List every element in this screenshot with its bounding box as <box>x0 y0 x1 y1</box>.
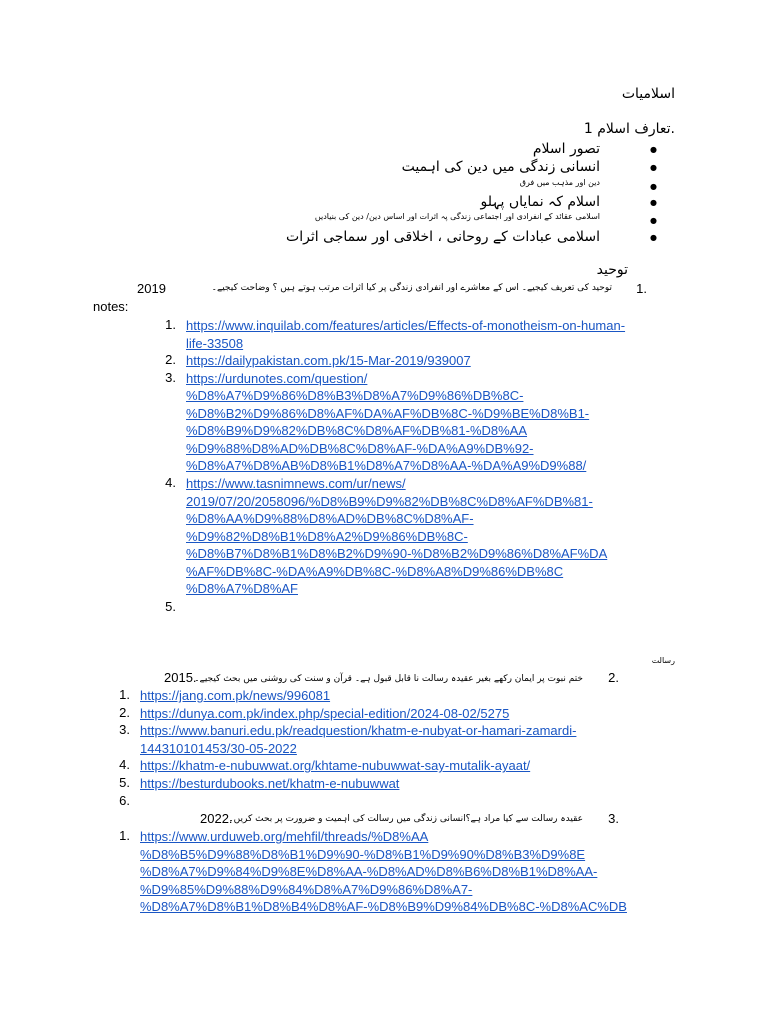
question3-link-link-line[interactable]: %D8%A7%D9%84%D9%8E%D8%AA-%D8%AD%D8%B6%D8%B1%D8%AA- <box>140 864 598 879</box>
risalat-link-link-line[interactable]: https://besturdubooks.net/khatm-e-nubuwwat <box>140 776 400 791</box>
risalat-link-item[interactable] <box>140 687 330 705</box>
tawheed-link-link-line[interactable]: https://www.inquilab.com/features/articles/Effects-of-monotheism-on-human- <box>186 318 626 333</box>
tawheed-link-link-line[interactable]: %D8%AA%D9%88%D8%AD%DB%8C%D8%AF- <box>186 511 474 527</box>
risalat-link-item[interactable] <box>140 722 576 757</box>
risalat-link-item[interactable] <box>140 705 509 723</box>
section1-bullet-text: تصور اسلام <box>532 141 600 157</box>
question3-link-link-line[interactable]: %D8%B5%D9%88%D8%B1%D9%90-%D8%B1%D9%90%D8%B3%D9%8E <box>140 846 586 862</box>
tawheed-link-number: 2. <box>165 352 176 368</box>
tawheed-question-text: توحید کی تعریف کیجیے۔ اس کے معاشرے اور انفرادی زندگی پر کیا اثرات مرتب ہوتے ہیں ؟ وضاحت کیجیے۔ <box>211 283 612 293</box>
risalat-question-text: ختم نبوت پر ایمان رکھے بغیر عقیدہ رسالت نا قابل قبول ہے۔ قرآن و سنت کی روشنی میں بحث کیجیے۔ <box>194 674 583 684</box>
tawheed-link-link-line[interactable]: %D8%A7%D8%AF <box>186 581 298 597</box>
question3-text: عقیدہ رسالت سے کیا مراد ہے؟انسانی زندگی میں رسالت کی اہمیت و ضرورت پر بحث کریں۔ <box>228 814 583 824</box>
risalat-link-number: 6. <box>119 792 130 808</box>
notes-label: notes: <box>93 299 129 314</box>
tawheed-link-link-line[interactable]: %D8%B9%D9%82%DB%8C%D8%AF%DB%81-%D8%AA <box>186 423 528 439</box>
risalat-link-number: 5. <box>119 775 130 790</box>
section1-bullet-text: اسلام کہ نمایاں پہلو <box>480 194 600 210</box>
tawheed-link-link-line[interactable]: 2019/07/20/2058096/%D8%B9%D9%82%DB%8C%D8%AF%DB%81- <box>186 493 593 509</box>
section1-bullet-text: اسلامی عبادات کے روحانی ، اخلاقی اور سماجی اثرات <box>286 229 600 245</box>
risalat-link-link-line[interactable]: https://www.banuri.edu.pk/readquestion/khatm-e-nubyat-or-hamari-zamardi- <box>140 723 577 739</box>
tawheed-link-item[interactable] <box>186 317 625 352</box>
risalat-link-link-line[interactable]: https://dunya.com.pk/index.php/special-edition/2024-08-02/5275 <box>140 705 510 721</box>
tawheed-link-link-line[interactable]: %D9%82%D8%B1%D8%A2%D9%86%DB%8C- <box>186 528 468 544</box>
risalat-link-link-line[interactable]: https://khatm-e-nubuwwat.org/khtame-nubuwwat-say-mutalik-ayaat/ <box>140 758 531 774</box>
tawheed-link-link-line[interactable]: %D8%B2%D9%86%D8%AF%DA%AF%DB%8C-%D9%BE%D8%B1- <box>186 405 590 421</box>
question3-year: 2022. <box>200 811 233 826</box>
document-title: اسلامیات <box>621 86 675 102</box>
tawheed-link-link-line[interactable]: %D8%A7%D8%AB%D8%B1%D8%A7%D8%AA-%DA%A9%D9%88/ <box>186 458 587 474</box>
section1-bullet-text: دین اور مذہب میں فرق <box>519 178 600 187</box>
tawheed-link-number: 3. <box>165 369 176 385</box>
question3-link-item[interactable] <box>140 828 627 916</box>
question3-number: 3. <box>608 811 619 826</box>
tawheed-link-link-line[interactable]: life-33508 <box>186 335 244 351</box>
tawheed-link-number: 1. <box>165 317 176 332</box>
risalat-link-number: 4. <box>119 757 130 773</box>
bullet-dot-icon: ● <box>650 163 657 172</box>
tawheed-link-link-line[interactable]: %D8%B7%D8%B1%D8%B2%D9%90-%D8%B2%D9%86%D8%AF%DA <box>186 546 608 562</box>
section1-heading-text: تعارف اسلام <box>597 121 671 137</box>
risalat-link-number: 2. <box>119 704 130 720</box>
section1-heading <box>584 121 675 137</box>
tawheed-link-item[interactable] <box>186 370 589 475</box>
tawheed-question-year: 2019 <box>137 281 166 296</box>
bullet-dot-icon: ● <box>650 182 657 191</box>
risalat-link-link-line[interactable]: https://jang.com.pk/news/996081 <box>140 688 331 703</box>
tawheed-link-link-line[interactable]: %D8%A7%D9%86%D8%B3%D8%A7%D9%86%DB%8C- <box>186 388 524 404</box>
tawheed-heading: توحید <box>596 262 628 278</box>
section1-bullet-text: اسلامی عقائد کے انفرادی اور اجتماعی زندگی پہ اثرات اور اساس دین/ دین کی بنیادیں <box>314 212 600 221</box>
tawheed-link-link-line[interactable]: %AF%DB%8C-%DA%A9%DB%8C-%D8%A8%D9%86%DB%8C <box>186 563 564 579</box>
question3-link-link-line[interactable]: https://www.urduweb.org/mehfil/threads/%D8%AA <box>140 829 429 844</box>
bullet-dot-icon: ● <box>650 216 657 225</box>
question3-link-link-line[interactable]: %D9%85%D9%88%D9%84%D8%A7%D9%86%D8%A7- <box>140 881 473 897</box>
bullet-dot-icon: ● <box>650 198 657 207</box>
tawheed-link-link-line[interactable]: https://www.tasnimnews.com/ur/news/ <box>186 476 406 492</box>
tawheed-link-link-line[interactable]: %D9%88%D8%AD%DB%8C%D8%AF-%DA%A9%DB%92- <box>186 440 534 456</box>
question3-link-link-line[interactable]: %D8%A7%D8%B1%D8%B4%D8%AF-%D8%B9%D9%84%DB%8C-%D8%AC%DB <box>140 899 627 914</box>
tawheed-link-item[interactable] <box>186 352 471 370</box>
question3-link-number: 1. <box>119 828 130 843</box>
tawheed-link-link-line[interactable]: https://dailypakistan.com.pk/15-Mar-2019/939007 <box>186 353 471 369</box>
risalat-link-link-line[interactable]: 144310101453/30-05-2022 <box>140 740 297 756</box>
risalat-heading: رسالت <box>651 656 675 665</box>
bullet-dot-icon: ● <box>650 233 657 242</box>
risalat-question-number: 2. <box>608 670 619 685</box>
tawheed-question-number: 1. <box>636 281 647 296</box>
tawheed-question <box>137 279 647 299</box>
risalat-link-item[interactable] <box>140 757 530 775</box>
tawheed-link-number: 5. <box>165 598 176 614</box>
tawheed-link-item[interactable] <box>186 475 607 598</box>
risalat-link-item[interactable] <box>140 775 399 793</box>
section1-number: 1. <box>583 121 675 137</box>
risalat-link-number: 1. <box>119 687 130 702</box>
tawheed-link-number: 4. <box>165 475 176 491</box>
risalat-question-year: 2015. <box>164 670 197 685</box>
bullet-dot-icon: ● <box>650 145 657 154</box>
risalat-link-number: 3. <box>119 722 130 738</box>
tawheed-link-link-line[interactable]: https://urdunotes.com/question/ <box>186 370 368 386</box>
section1-bullet-text: انسانی زندگی میں دین کی اہمیت <box>401 159 600 175</box>
